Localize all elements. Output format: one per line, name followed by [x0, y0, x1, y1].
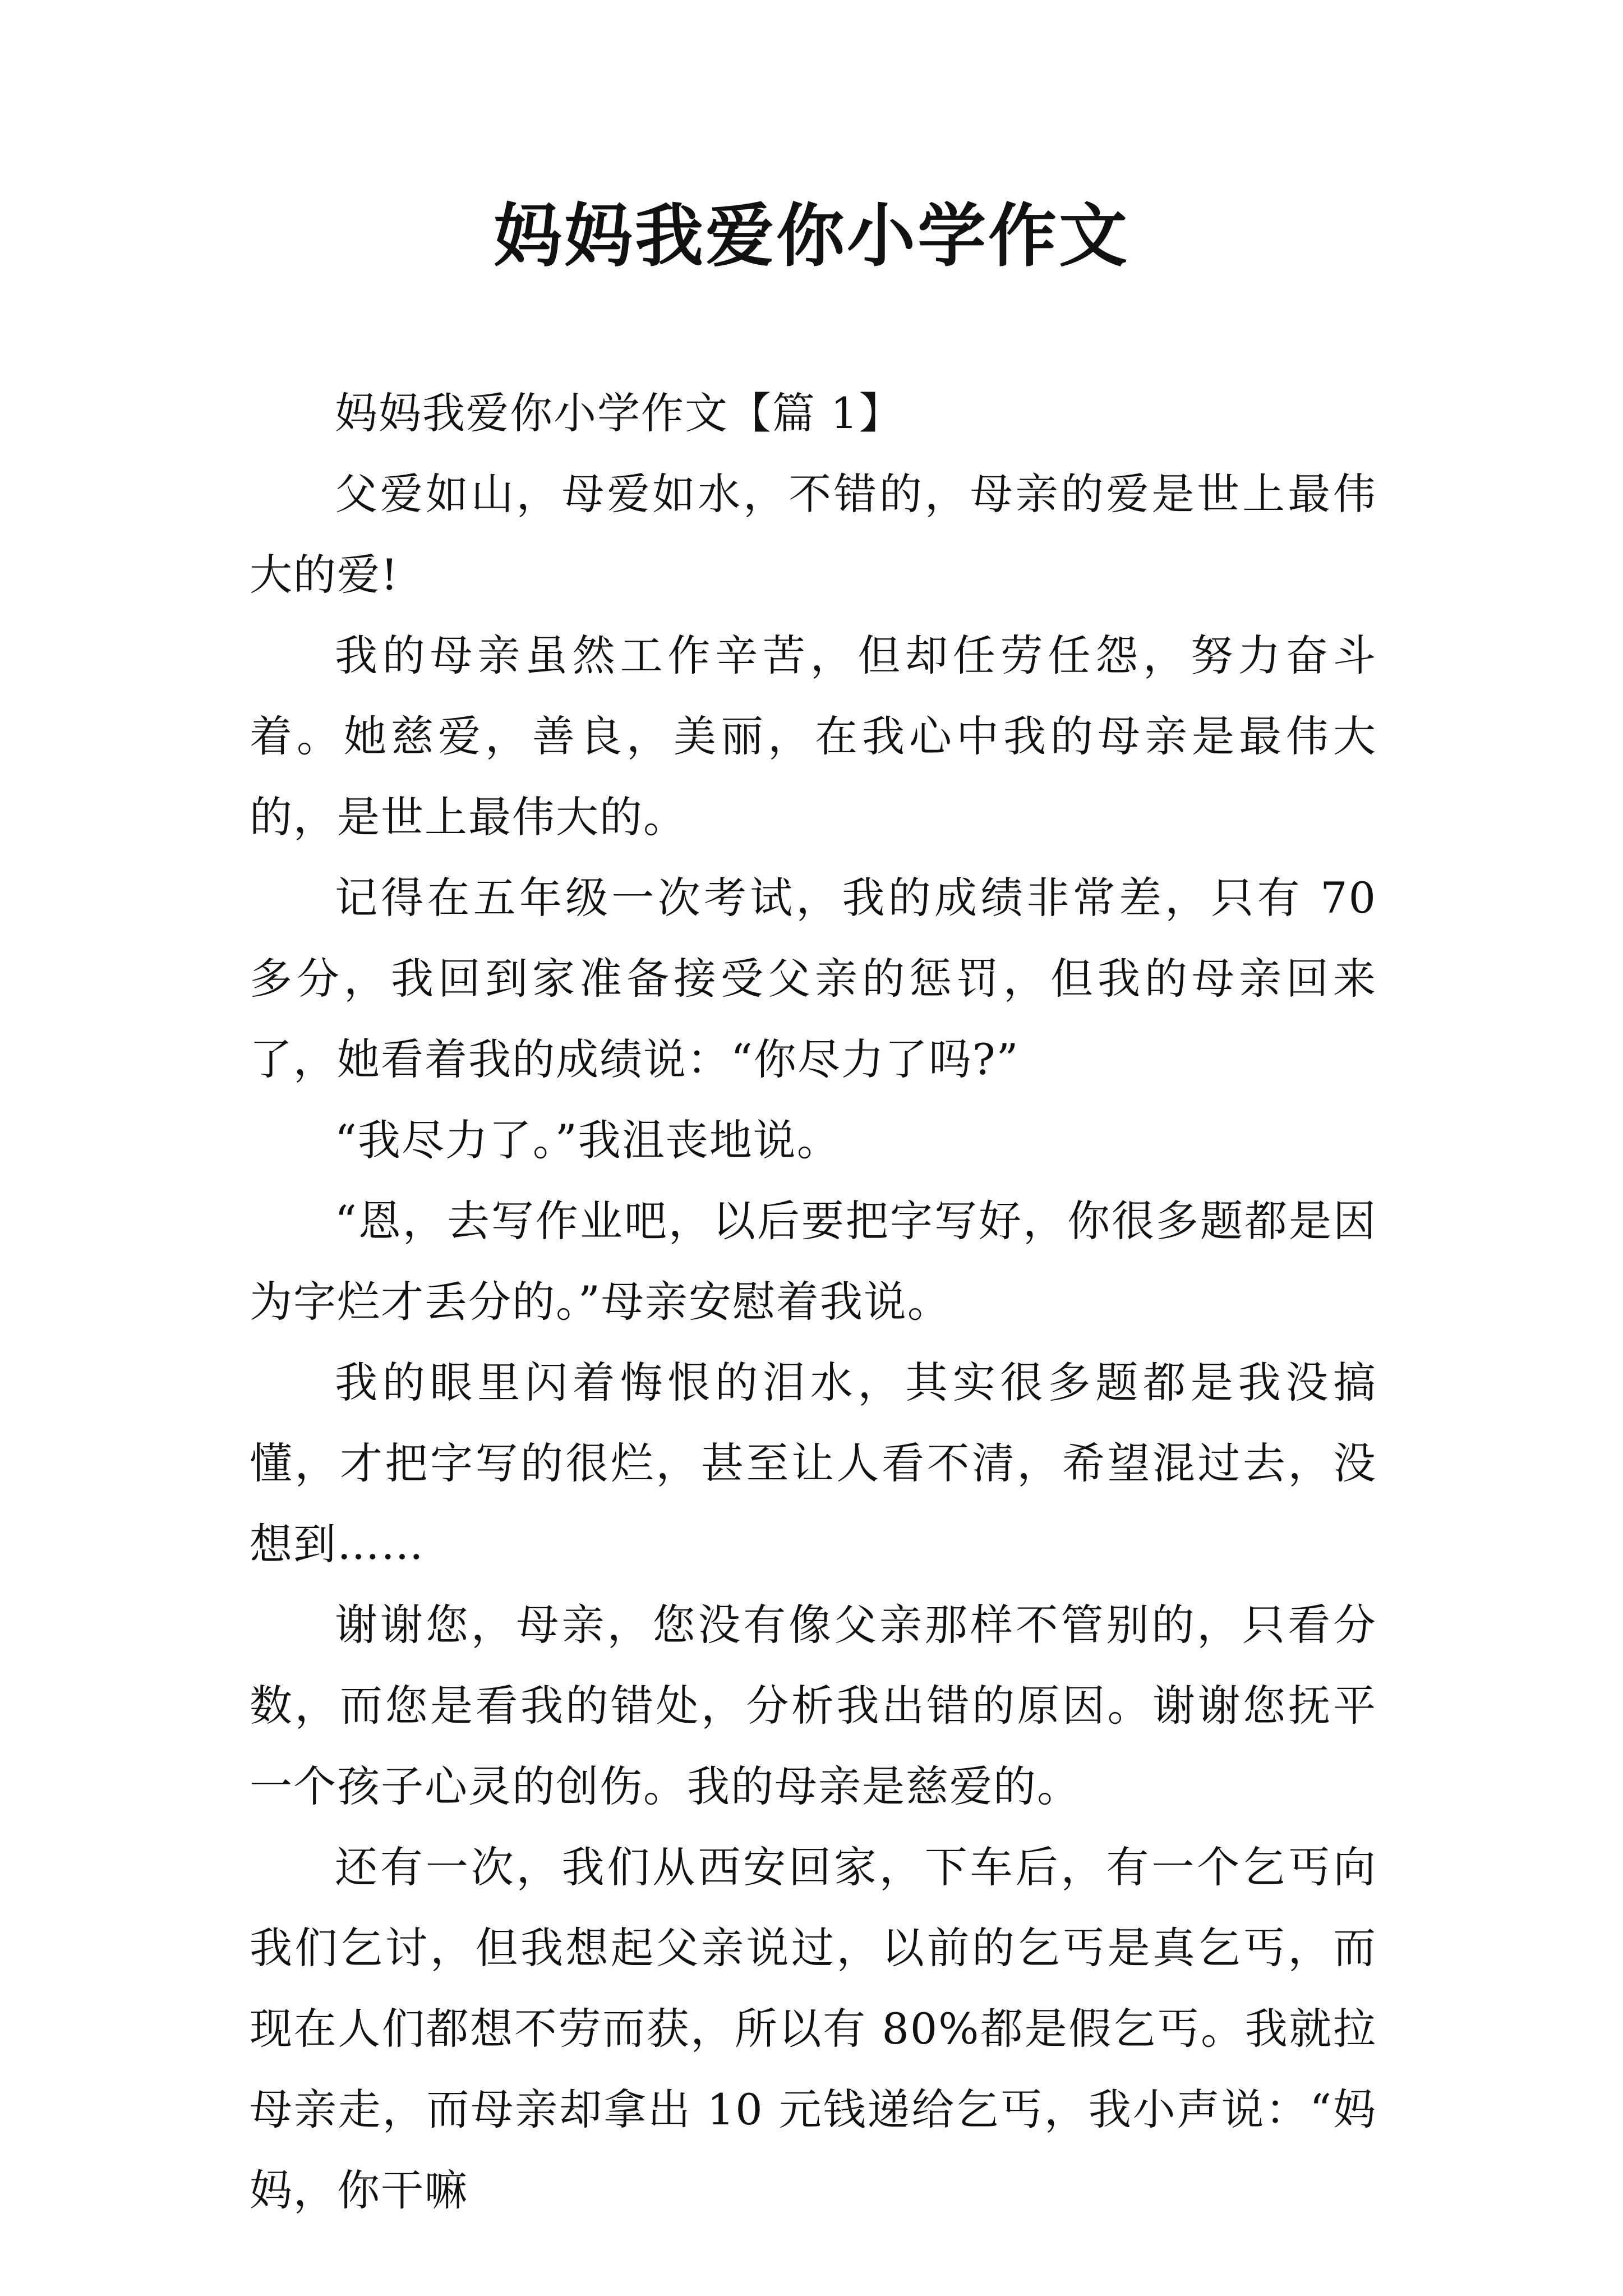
paragraph: 谢谢您，母亲，您没有像父亲那样不管别的，只看分数，而您是看我的错处，分析我出错的原因。谢谢您抚平一个孩子心灵的创伤。我的母亲是慈爱的。 [250, 1600, 1377, 1811]
document-title: 妈妈我爱你小学作文 [494, 195, 1129, 276]
paragraph: “恩，去写作业吧，以后要把字写好，你很多题都是因为字烂才丢分的。”母亲安慰着我说。 [250, 1196, 1377, 1327]
paragraph: 父爱如山，母爱如水，不错的，母亲的爱是世上最伟大的爱! [250, 469, 1377, 600]
section-heading: 妈妈我爱你小学作文【篇 1】 [335, 388, 903, 438]
document-body [250, 373, 1377, 2231]
paragraph: 我的眼里闪着悔恨的泪水，其实很多题都是我没搞懂，才把字写的很烂，甚至让人看不清，希望混过去，没想到…… [250, 1358, 1377, 1569]
paragraph: 还有一次，我们从西安回家，下车后，有一个乞丐向我们乞讨，但我想起父亲说过，以前的乞丐是真乞丐，而现在人们都想不劳而获，所以有 80%都是假乞丐。我就拉母亲走，而母亲却拿出 10 元钱递给乞丐，我小声说：“妈妈，你干嘛 [250, 1842, 1377, 2215]
paragraph: “我尽力了。”我沮丧地说。 [335, 1115, 841, 1165]
paragraph: 我的母亲虽然工作辛苦，但却任劳任怨，努力奋斗着。她慈爱，善良，美丽，在我心中我的母亲是最伟大的，是世上最伟大的。 [250, 631, 1377, 842]
paragraph: 记得在五年级一次考试，我的成绩非常差，只有 70 多分，我回到家准备接受父亲的惩罚，但我的母亲回来了，她看着我的成绩说：“你尽力了吗?” [250, 873, 1377, 1084]
